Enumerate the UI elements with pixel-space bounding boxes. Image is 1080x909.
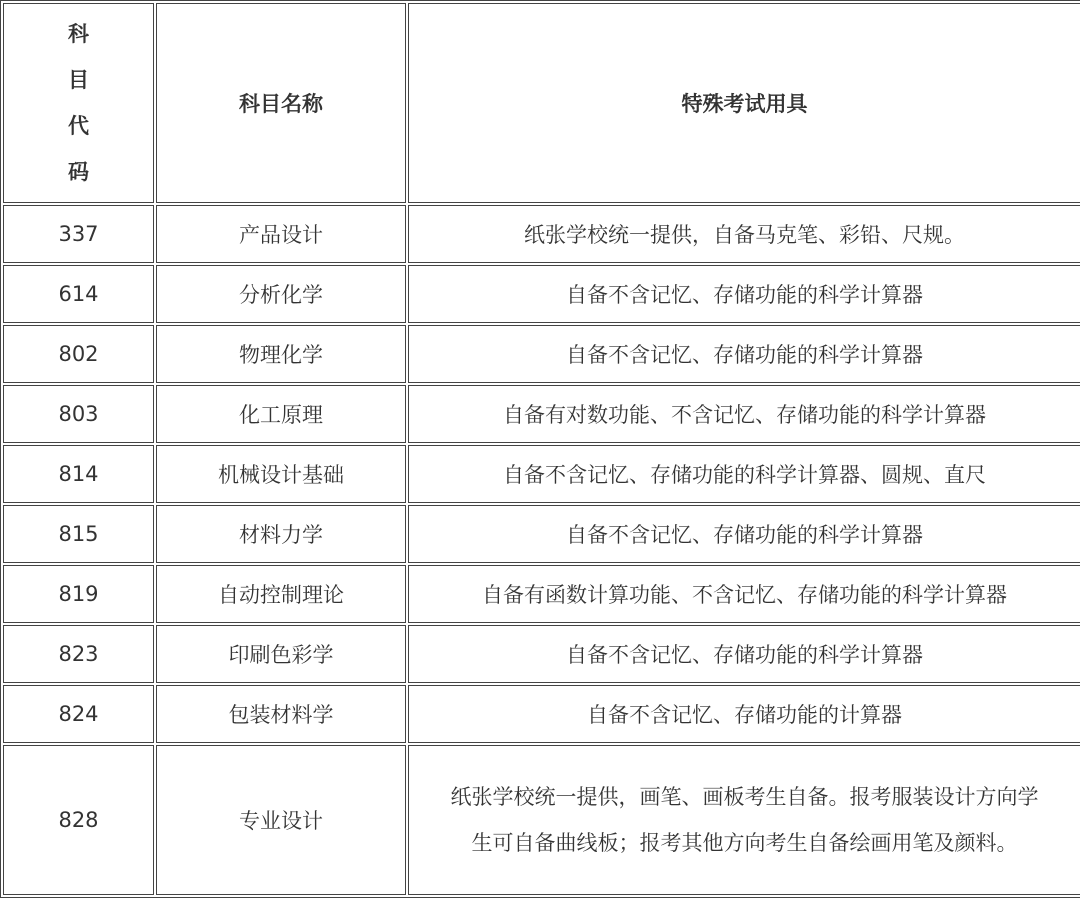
header-subject-code [3, 3, 154, 203]
cell-subject-name: 包装材料学 [156, 685, 406, 743]
table-row [3, 445, 1080, 503]
table-row [3, 205, 1080, 263]
cell-subject-name: 机械设计基础 [156, 445, 406, 503]
cell-subject-code: 802 [3, 325, 154, 383]
cell-subject-name: 分析化学 [156, 265, 406, 323]
cell-subject-name: 材料力学 [156, 505, 406, 563]
cell-subject-name: 产品设计 [156, 205, 406, 263]
cell-subject-code: 824 [3, 685, 154, 743]
table-row [3, 505, 1080, 563]
cell-subject-code: 819 [3, 565, 154, 623]
cell-special-tools: 自备不含记忆、存储功能的科学计算器 [408, 265, 1080, 323]
cell-subject-code: 337 [3, 205, 154, 263]
cell-subject-name: 专业设计 [156, 745, 406, 895]
cell-subject-code: 823 [3, 625, 154, 683]
cell-subject-name: 自动控制理论 [156, 565, 406, 623]
table-row [3, 385, 1080, 443]
header-subject-name: 科目名称 [156, 3, 406, 203]
cell-special-tools: 纸张学校统一提供，自备马克笔、彩铅、尺规。 [408, 205, 1080, 263]
table-row [3, 565, 1080, 623]
cell-special-tools: 自备不含记忆、存储功能的科学计算器 [408, 505, 1080, 563]
cell-special-tools: 自备不含记忆、存储功能的科学计算器 [408, 625, 1080, 683]
cell-special-tools: 自备有函数计算功能、不含记忆、存储功能的科学计算器 [408, 565, 1080, 623]
cell-special-tools: 纸张学校统一提供，画笔、画板考生自备。报考服装设计方向学生可自备曲线板；报考其他方向考生自备绘画用笔及颜料。 [408, 745, 1080, 895]
table-row [3, 685, 1080, 743]
cell-special-tools: 自备不含记忆、存储功能的科学计算器、圆规、直尺 [408, 445, 1080, 503]
cell-subject-code: 803 [3, 385, 154, 443]
cell-subject-code: 828 [3, 745, 154, 895]
header-code-char: 码 [68, 160, 89, 184]
table-row [3, 745, 1080, 895]
cell-subject-name: 化工原理 [156, 385, 406, 443]
table-row [3, 625, 1080, 683]
cell-subject-code: 814 [3, 445, 154, 503]
table-row [3, 265, 1080, 323]
cell-subject-name: 印刷色彩学 [156, 625, 406, 683]
header-code-char: 目 [68, 68, 89, 92]
header-code-char: 代 [68, 114, 89, 138]
cell-subject-code: 815 [3, 505, 154, 563]
cell-special-tools: 自备不含记忆、存储功能的科学计算器 [408, 325, 1080, 383]
cell-subject-name: 物理化学 [156, 325, 406, 383]
cell-special-tools: 自备不含记忆、存储功能的计算器 [408, 685, 1080, 743]
header-code-char: 科 [68, 22, 89, 46]
cell-subject-code: 614 [3, 265, 154, 323]
cell-special-tools: 自备有对数功能、不含记忆、存储功能的科学计算器 [408, 385, 1080, 443]
header-special-tools: 特殊考试用具 [408, 3, 1080, 203]
table-row [3, 325, 1080, 383]
table-header-row [3, 3, 1080, 203]
